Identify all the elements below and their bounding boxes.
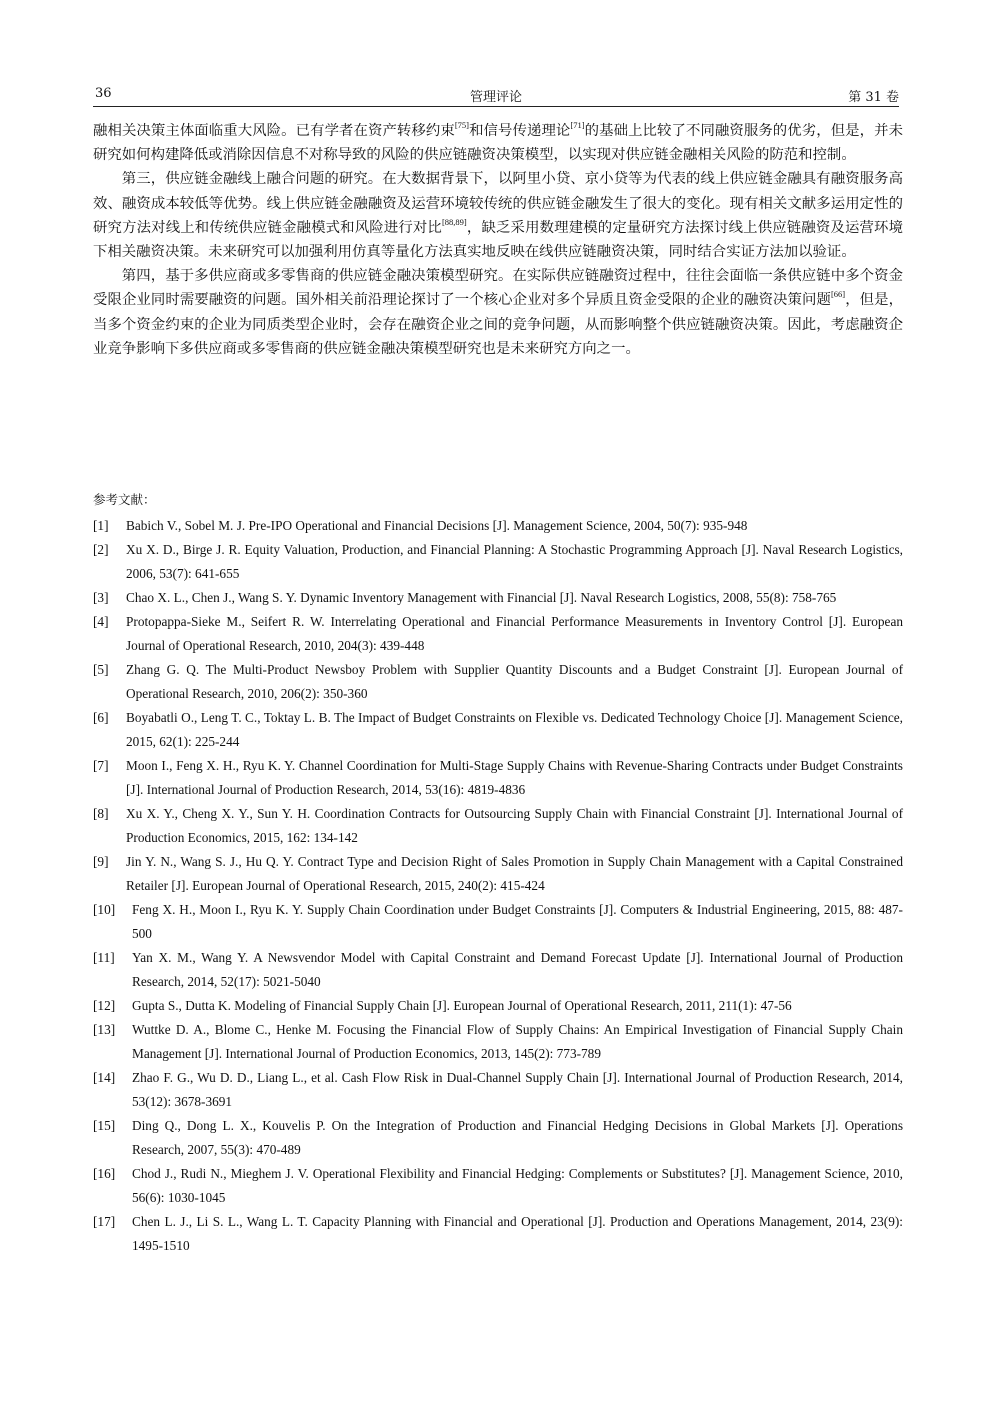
reference-number: [14] <box>93 1070 116 1085</box>
reference-text: Zhang G. Q. The Multi-Product Newsboy Problem with Supplier Quantity Discounts and a Budget Constraint [J]. European Journal of Operational Research, 2010, 206(2): 350-360 <box>126 662 903 701</box>
paragraph-2-text-b: ，缺乏采用数理建模的定量研究方法探讨线上供应链融资及运营环境下相关融资决策。未来研究可以加强利用仿真等量化方法真实地反映在线供应链融资决策，同时结合实证方法加以验证。 <box>93 219 903 261</box>
reference-number: [7] <box>93 758 109 773</box>
reference-text: Moon I., Feng X. H., Ryu K. Y. Channel Coordination for Multi-Stage Supply Chains with Revenue-Sharing Contracts under Budget Constraints [J]. International Journal of Production Research, 2014, 53(16): 4819-4836 <box>126 758 903 797</box>
paragraph-1 <box>93 119 903 167</box>
reference-item <box>93 610 903 658</box>
reference-number: [16] <box>93 1166 116 1181</box>
reference-item <box>93 1018 903 1066</box>
journal-title: 管理评论 <box>469 90 522 105</box>
reference-number: [9] <box>93 854 109 869</box>
page-number: 36 <box>95 86 112 101</box>
reference-text: Chen L. J., Li S. L., Wang L. T. Capacity Planning with Financial and Operational [J]. Production and Operations Management, 2014, 23(9): 1495-1510 <box>132 1214 903 1253</box>
reference-text: Jin Y. N., Wang S. J., Hu Q. Y. Contract Type and Decision Right of Sales Promotion in Supply Chain Management with a Capital Constrained Retailer [J]. European Journal of Operational Research, 2015, 240(2): 415-424 <box>126 854 903 893</box>
reference-text: Boyabatli O., Leng T. C., Toktay L. B. The Impact of Budget Constraints on Flexible vs. Dedicated Technology Choice [J]. Management Science, 2015, 62(1): 225-244 <box>126 710 903 749</box>
reference-text: Feng X. H., Moon I., Ryu K. Y. Supply Chain Coordination under Budget Constraints [J]. Computers & Industrial Engineering, 2015, 88: 487-500 <box>132 902 903 941</box>
reference-text: Gupta S., Dutta K. Modeling of Financial Supply Chain [J]. European Journal of Operational Research, 2011, 211(1): 47-56 <box>132 998 792 1013</box>
reference-item <box>93 658 903 706</box>
body-text <box>93 119 903 361</box>
reference-number: [8] <box>93 806 109 821</box>
reference-number: [3] <box>93 590 109 605</box>
reference-text: Babich V., Sobel M. J. Pre-IPO Operational and Financial Decisions [J]. Management Science, 2004, 50(7): 935-948 <box>126 518 748 533</box>
reference-number: [6] <box>93 710 109 725</box>
reference-number: [4] <box>93 614 109 629</box>
reference-number: [13] <box>93 1022 116 1037</box>
reference-text: Chao X. L., Chen J., Wang S. Y. Dynamic Inventory Management with Financial [J]. Naval Research Logistics, 2008, 55(8): 758-765 <box>126 590 837 605</box>
reference-item <box>93 1162 903 1210</box>
reference-item <box>93 1114 903 1162</box>
paragraph-2-text-a: 第三，供应链金融线上融合问题的研究。在大数据背景下，以阿里小贷、京小贷等为代表的线上供应链金融具有融资服务高效、融资成本较低等优势。线上供应链金融融资及运营环境较传统的供应链金融发生了很大的变化。现有相关文献多运用定性的研究方法对线上和传统供应链金融模式和风险进行对比 <box>93 171 903 236</box>
reference-item <box>93 706 903 754</box>
citation-75: [75] <box>454 120 469 130</box>
paragraph-3 <box>93 264 903 361</box>
reference-item <box>93 1210 903 1258</box>
reference-list <box>93 514 903 1258</box>
citation-71: [71] <box>570 120 585 130</box>
reference-item <box>93 994 903 1018</box>
reference-text: Wuttke D. A., Blome C., Henke M. Focusing the Financial Flow of Supply Chains: An Empirical Investigation of Financial Supply Chain Management [J]. International Journal of Production Economics, 2013, 145(2): 773-789 <box>132 1022 903 1061</box>
reference-item <box>93 946 903 994</box>
paragraph-1-text-b: 和信号传递理论 <box>469 123 571 139</box>
reference-item <box>93 898 903 946</box>
reference-text: Xu X. D., Birge J. R. Equity Valuation, Production, and Financial Planning: A Stochastic Programming Approach [J]. Naval Research Logistics, 2006, 53(7): 641-655 <box>126 542 903 581</box>
reference-text: Yan X. M., Wang Y. A Newsvendor Model with Capital Constraint and Demand Forecast Update [J]. International Journal of Production Research, 2014, 52(17): 5021-5040 <box>132 950 903 989</box>
reference-number: [12] <box>93 998 116 1013</box>
paragraph-1-text-c: 的基础上比较了不同融资服务的优劣，但是，并未研究如何构建降低或消除因信息不对称导致的风险的供应链融资决策模型，以实现对供应链金融相关风险的防范和控制。 <box>93 123 903 164</box>
reference-number: [2] <box>93 542 109 557</box>
reference-number: [5] <box>93 662 109 677</box>
volume-label: 第 31 卷 <box>848 90 899 105</box>
reference-item <box>93 514 903 538</box>
reference-item <box>93 802 903 850</box>
paragraph-3-text-b: ，但是，当多个资金约束的企业为同质类型企业时，会存在融资企业之间的竞争问题，从而影响整个供应链融资决策。因此，考虑融资企业竞争影响下多供应商或多零售商的供应链金融决策模型研究也是未来研究方向之一。 <box>93 292 903 357</box>
reference-text: Zhao F. G., Wu D. D., Liang L., et al. Cash Flow Risk in Dual-Channel Supply Chain [J]. International Journal of Production Research, 2014, 53(12): 3678-3691 <box>132 1070 903 1109</box>
reference-item <box>93 1066 903 1114</box>
paragraph-3-text-a: 第四，基于多供应商或多零售商的供应链金融决策模型研究。在实际供应链融资过程中，往往会面临一条供应链中多个资金受限企业同时需要融资的问题。国外相关前沿理论探讨了一个核心企业对多个异质且资金受限的企业的融资决策问题 <box>93 268 903 309</box>
references-heading: 参考文献： <box>93 492 156 507</box>
reference-item <box>93 586 903 610</box>
paragraph-1-text-a: 融相关决策主体面临重大风险。已有学者在资产转移约束 <box>93 123 455 139</box>
running-header <box>93 84 899 107</box>
reference-item <box>93 850 903 898</box>
reference-text: Xu X. Y., Cheng X. Y., Sun Y. H. Coordination Contracts for Outsourcing Supply Chain with Financial Constraint [J]. International Journal of Production Economics, 2015, 162: 134-142 <box>126 806 903 845</box>
reference-number: [1] <box>93 518 109 533</box>
reference-item <box>93 754 903 802</box>
reference-item <box>93 538 903 586</box>
paragraph-2 <box>93 167 903 264</box>
citation-88-89: [88,89] <box>441 216 467 227</box>
citation-66: [66] <box>830 289 846 300</box>
reference-text: Protopappa-Sieke M., Seifert R. W. Interrelating Operational and Financial Performance Measurements in Inventory Control [J]. European Journal of Operational Research, 2010, 204(3): 439-448 <box>126 614 903 653</box>
reference-text: Ding Q., Dong L. X., Kouvelis P. On the Integration of Production and Financial Hedging Decisions in Global Markets [J]. Operations Research, 2007, 55(3): 470-489 <box>132 1118 903 1157</box>
reference-number: [15] <box>93 1118 116 1133</box>
reference-number: [11] <box>93 950 115 965</box>
reference-number: [10] <box>93 902 116 917</box>
reference-text: Chod J., Rudi N., Mieghem J. V. Operational Flexibility and Financial Hedging: Complements or Substitutes? [J]. Management Science, 2010, 56(6): 1030-1045 <box>132 1166 903 1205</box>
reference-number: [17] <box>93 1214 116 1229</box>
